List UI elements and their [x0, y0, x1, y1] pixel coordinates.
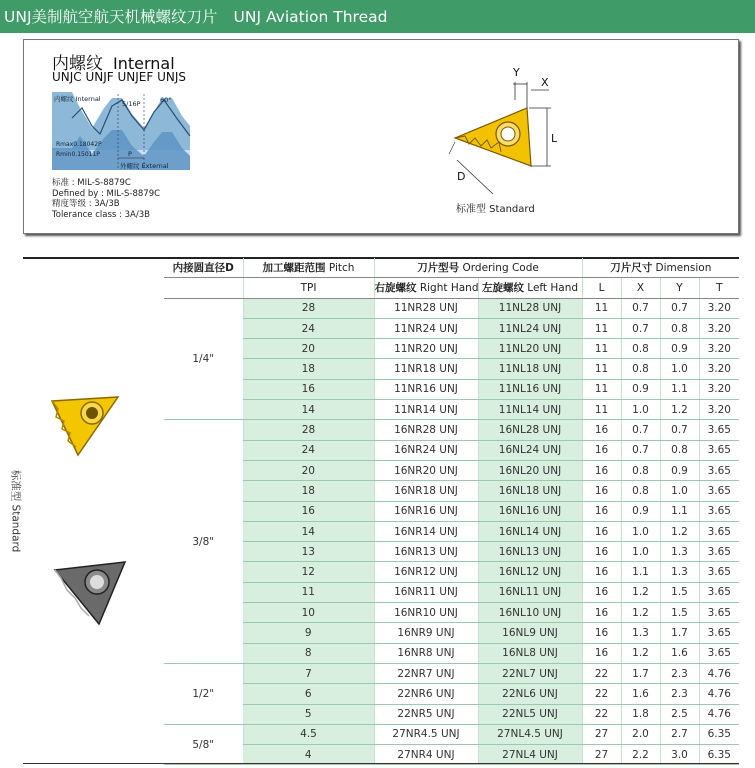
- tpi-cell: 12: [243, 562, 374, 582]
- insert-label-y: Y: [513, 66, 520, 79]
- header-ordering-code: 刀片型号 Ordering Code: [374, 258, 582, 278]
- x-cell: 0.9: [621, 379, 660, 399]
- note-tolerance-en: Tolerance class : 3A/3B: [52, 209, 150, 220]
- y-cell: 1.3: [660, 562, 699, 582]
- right-cell: 16NR18 UNJ: [374, 481, 478, 501]
- t-cell: 3.20: [699, 359, 739, 379]
- header-blank: [164, 278, 243, 298]
- right-cell: 22NR7 UNJ: [374, 663, 478, 683]
- x-cell: 0.7: [621, 318, 660, 338]
- thread-profile-diagram: [52, 90, 192, 174]
- insert-dimension-diagram: [429, 64, 569, 204]
- left-cell: 16NL10 UNJ: [478, 603, 582, 623]
- tpi-cell: 13: [243, 542, 374, 562]
- header-l: L: [582, 278, 621, 298]
- tpi-cell: 5: [243, 704, 374, 724]
- table-row: [164, 440, 739, 460]
- left-cell: 11NL28 UNJ: [478, 298, 582, 318]
- t-cell: 4.76: [699, 663, 739, 683]
- header-diameter: 内接圆直径D: [164, 258, 243, 278]
- y-cell: 2.5: [660, 704, 699, 724]
- table-row: [164, 582, 739, 602]
- tpi-cell: 14: [243, 400, 374, 420]
- l-cell: 11: [582, 400, 621, 420]
- right-cell: 16NR10 UNJ: [374, 603, 478, 623]
- t-cell: 3.20: [699, 298, 739, 318]
- y-cell: 1.1: [660, 379, 699, 399]
- l-cell: 16: [582, 460, 621, 480]
- note-standard-cn: 标准 : MIL-S-8879C: [52, 178, 131, 188]
- y-cell: 3.0: [660, 745, 699, 765]
- left-cell: 11NL24 UNJ: [478, 318, 582, 338]
- y-cell: 2.3: [660, 663, 699, 683]
- left-cell: 16NL13 UNJ: [478, 542, 582, 562]
- y-cell: 0.7: [660, 420, 699, 440]
- t-cell: 6.35: [699, 745, 739, 765]
- thread-types: UNJC UNJF UNJEF UNJS: [52, 70, 187, 84]
- tpi-cell: 9: [243, 623, 374, 643]
- t-cell: 3.65: [699, 603, 739, 623]
- table-row: [164, 745, 739, 765]
- table-bottom-rule: [23, 763, 739, 764]
- note-tolerance-cn: 精度等级 : 3A/3B: [52, 199, 120, 209]
- y-cell: 0.8: [660, 440, 699, 460]
- table-row: [164, 623, 739, 643]
- x-cell: 1.2: [621, 582, 660, 602]
- tpi-cell: 28: [243, 298, 374, 318]
- table-row: [164, 420, 739, 440]
- y-cell: 1.6: [660, 643, 699, 663]
- tpi-cell: 4: [243, 745, 374, 765]
- l-cell: 16: [582, 582, 621, 602]
- left-cell: 16NL12 UNJ: [478, 562, 582, 582]
- table-row: [164, 318, 739, 338]
- l-cell: 22: [582, 684, 621, 704]
- left-cell: 16NL16 UNJ: [478, 501, 582, 521]
- diameter-cell: 5/8": [164, 724, 243, 765]
- l-cell: 27: [582, 724, 621, 744]
- insert-label-x: X: [541, 76, 549, 89]
- right-cell: 11NR14 UNJ: [374, 400, 478, 420]
- table-row: [164, 663, 739, 683]
- x-cell: 0.7: [621, 298, 660, 318]
- table-row: [164, 684, 739, 704]
- standard-caption: 标准型 Standard: [456, 204, 535, 215]
- heading-cn: 内螺纹: [52, 54, 103, 74]
- table-row: [164, 542, 739, 562]
- diameter-cell: 1/4": [164, 298, 243, 420]
- table-row: [164, 400, 739, 420]
- left-cell: 16NL18 UNJ: [478, 481, 582, 501]
- t-cell: 3.65: [699, 440, 739, 460]
- table-row: [164, 481, 739, 501]
- t-cell: 3.65: [699, 501, 739, 521]
- x-cell: 0.7: [621, 420, 660, 440]
- t-cell: 3.65: [699, 481, 739, 501]
- right-cell: 27NR4 UNJ: [374, 745, 478, 765]
- left-cell: 11NL18 UNJ: [478, 359, 582, 379]
- right-cell: 11NR16 UNJ: [374, 379, 478, 399]
- x-cell: 0.9: [621, 501, 660, 521]
- tpi-cell: 20: [243, 339, 374, 359]
- note-standard-en: Defined by : MIL-S-8879C: [52, 188, 161, 199]
- x-cell: 0.8: [621, 481, 660, 501]
- diagram-pitch-fraction: 5/16P: [122, 100, 141, 108]
- ordering-table: [164, 258, 739, 765]
- x-cell: 0.7: [621, 440, 660, 460]
- right-cell: 16NR12 UNJ: [374, 562, 478, 582]
- tpi-cell: 24: [243, 318, 374, 338]
- gold-insert-image: [48, 395, 124, 459]
- right-cell: 16NR28 UNJ: [374, 420, 478, 440]
- left-cell: 11NL16 UNJ: [478, 379, 582, 399]
- l-cell: 11: [582, 298, 621, 318]
- table-row: [164, 359, 739, 379]
- table-row: [164, 643, 739, 663]
- title-bar: [0, 0, 755, 33]
- left-cell: 11NL20 UNJ: [478, 339, 582, 359]
- table-row: [164, 521, 739, 541]
- table-row: [164, 298, 739, 318]
- header-y: Y: [660, 278, 699, 298]
- l-cell: 16: [582, 481, 621, 501]
- left-cell: 22NL5 UNJ: [478, 704, 582, 724]
- y-cell: 1.2: [660, 400, 699, 420]
- l-cell: 11: [582, 379, 621, 399]
- l-cell: 16: [582, 643, 621, 663]
- l-cell: 16: [582, 501, 621, 521]
- diameter-cell: 1/2": [164, 663, 243, 724]
- right-cell: 16NR13 UNJ: [374, 542, 478, 562]
- diagram-internal-label: 内螺纹 Internal: [54, 95, 101, 103]
- t-cell: 3.65: [699, 460, 739, 480]
- l-cell: 16: [582, 420, 621, 440]
- t-cell: 6.35: [699, 724, 739, 744]
- t-cell: 3.65: [699, 623, 739, 643]
- right-cell: 11NR24 UNJ: [374, 318, 478, 338]
- diagram-external-label: 外螺纹 External: [120, 162, 169, 170]
- l-cell: 22: [582, 663, 621, 683]
- t-cell: 3.65: [699, 643, 739, 663]
- t-cell: 3.65: [699, 582, 739, 602]
- heading-en: Internal: [113, 54, 175, 73]
- right-cell: 11NR20 UNJ: [374, 339, 478, 359]
- diagram-rmax: Rmax0.18042P: [56, 141, 102, 148]
- side-label: [5, 258, 27, 764]
- left-cell: 11NL14 UNJ: [478, 400, 582, 420]
- l-cell: 16: [582, 562, 621, 582]
- right-cell: 11NR18 UNJ: [374, 359, 478, 379]
- tpi-cell: 18: [243, 481, 374, 501]
- l-cell: 27: [582, 745, 621, 765]
- left-cell: 22NL6 UNJ: [478, 684, 582, 704]
- header-t: T: [699, 278, 739, 298]
- x-cell: 1.6: [621, 684, 660, 704]
- x-cell: 1.2: [621, 643, 660, 663]
- left-cell: 16NL11 UNJ: [478, 582, 582, 602]
- x-cell: 1.8: [621, 704, 660, 724]
- left-cell: 16NL28 UNJ: [478, 420, 582, 440]
- x-cell: 1.0: [621, 542, 660, 562]
- t-cell: 3.20: [699, 318, 739, 338]
- tpi-cell: 24: [243, 440, 374, 460]
- right-cell: 16NR14 UNJ: [374, 521, 478, 541]
- l-cell: 16: [582, 603, 621, 623]
- left-cell: 16NL14 UNJ: [478, 521, 582, 541]
- y-cell: 0.9: [660, 460, 699, 480]
- y-cell: 1.5: [660, 603, 699, 623]
- table-row: [164, 562, 739, 582]
- y-cell: 1.0: [660, 359, 699, 379]
- image-column: [23, 258, 164, 764]
- right-cell: 16NR11 UNJ: [374, 582, 478, 602]
- right-cell: 11NR28 UNJ: [374, 298, 478, 318]
- diameter-cell: 3/8": [164, 420, 243, 664]
- t-cell: 4.76: [699, 704, 739, 724]
- t-cell: 3.20: [699, 339, 739, 359]
- side-label-text: 标准型 Standard: [9, 469, 22, 553]
- header-left-hand: 左旋螺纹 Left Hand: [478, 278, 582, 298]
- t-cell: 3.65: [699, 542, 739, 562]
- insert-label-d: D: [457, 170, 466, 183]
- x-cell: 2.2: [621, 745, 660, 765]
- spec-notes: [52, 178, 160, 220]
- tpi-cell: 10: [243, 603, 374, 623]
- left-cell: 22NL7 UNJ: [478, 663, 582, 683]
- x-cell: 0.8: [621, 460, 660, 480]
- l-cell: 11: [582, 318, 621, 338]
- t-cell: 3.65: [699, 562, 739, 582]
- table-row: [164, 339, 739, 359]
- y-cell: 2.7: [660, 724, 699, 744]
- tpi-cell: 18: [243, 359, 374, 379]
- x-cell: 1.3: [621, 623, 660, 643]
- left-cell: 16NL24 UNJ: [478, 440, 582, 460]
- y-cell: 1.7: [660, 623, 699, 643]
- y-cell: 0.8: [660, 318, 699, 338]
- table-row: [164, 379, 739, 399]
- tpi-cell: 14: [243, 521, 374, 541]
- y-cell: 2.3: [660, 684, 699, 704]
- insert-label-l: L: [551, 132, 558, 145]
- tpi-cell: 16: [243, 379, 374, 399]
- tpi-cell: 11: [243, 582, 374, 602]
- right-cell: 27NR4.5 UNJ: [374, 724, 478, 744]
- tpi-cell: 28: [243, 420, 374, 440]
- l-cell: 16: [582, 521, 621, 541]
- header-right-hand: 右旋螺纹 Right Hand: [374, 278, 478, 298]
- diagram-rmin: Rmin0.15011P: [56, 151, 100, 158]
- y-cell: 0.9: [660, 339, 699, 359]
- header-dimension: 刀片尺寸 Dimension: [582, 258, 739, 278]
- x-cell: 1.7: [621, 663, 660, 683]
- table-row: [164, 704, 739, 724]
- left-cell: 27NL4 UNJ: [478, 745, 582, 765]
- l-cell: 16: [582, 440, 621, 460]
- header-x: X: [621, 278, 660, 298]
- l-cell: 22: [582, 704, 621, 724]
- gray-insert-image: [53, 560, 129, 628]
- left-cell: 16NL9 UNJ: [478, 623, 582, 643]
- l-cell: 16: [582, 623, 621, 643]
- right-cell: 22NR6 UNJ: [374, 684, 478, 704]
- x-cell: 0.8: [621, 359, 660, 379]
- tpi-cell: 6: [243, 684, 374, 704]
- left-cell: 16NL20 UNJ: [478, 460, 582, 480]
- y-cell: 1.5: [660, 582, 699, 602]
- t-cell: 3.20: [699, 379, 739, 399]
- spec-panel: [23, 39, 739, 234]
- right-cell: 22NR5 UNJ: [374, 704, 478, 724]
- x-cell: 1.0: [621, 521, 660, 541]
- header-tpi: TPI: [243, 278, 374, 298]
- x-cell: 1.2: [621, 603, 660, 623]
- left-cell: 27NL4.5 UNJ: [478, 724, 582, 744]
- y-cell: 0.7: [660, 298, 699, 318]
- page-title: [4, 5, 387, 27]
- left-cell: 16NL8 UNJ: [478, 643, 582, 663]
- right-cell: 16NR20 UNJ: [374, 460, 478, 480]
- y-cell: 1.3: [660, 542, 699, 562]
- tpi-cell: 16: [243, 501, 374, 521]
- l-cell: 11: [582, 339, 621, 359]
- t-cell: 3.65: [699, 521, 739, 541]
- t-cell: 3.20: [699, 400, 739, 420]
- table-row: [164, 501, 739, 521]
- x-cell: 1.0: [621, 400, 660, 420]
- table-row: [164, 724, 739, 744]
- l-cell: 11: [582, 359, 621, 379]
- tpi-cell: 7: [243, 663, 374, 683]
- l-cell: 16: [582, 542, 621, 562]
- t-cell: 4.76: [699, 684, 739, 704]
- title-cn: UNJ美制航空航天机械螺纹刀片: [4, 8, 218, 26]
- table-row: [164, 460, 739, 480]
- tpi-cell: 8: [243, 643, 374, 663]
- x-cell: 2.0: [621, 724, 660, 744]
- y-cell: 1.2: [660, 521, 699, 541]
- x-cell: 0.8: [621, 339, 660, 359]
- tpi-cell: 20: [243, 460, 374, 480]
- right-cell: 16NR9 UNJ: [374, 623, 478, 643]
- diagram-p: P: [128, 150, 132, 158]
- title-en: UNJ Aviation Thread: [233, 8, 388, 26]
- right-cell: 16NR16 UNJ: [374, 501, 478, 521]
- y-cell: 1.0: [660, 481, 699, 501]
- diagram-angle: 60°: [160, 96, 172, 104]
- y-cell: 1.1: [660, 501, 699, 521]
- right-cell: 16NR24 UNJ: [374, 440, 478, 460]
- header-pitch: 加工螺距范围 Pitch: [243, 258, 374, 278]
- table-row: [164, 603, 739, 623]
- right-cell: 16NR8 UNJ: [374, 643, 478, 663]
- tpi-cell: 4.5: [243, 724, 374, 744]
- table-body: [164, 298, 739, 765]
- t-cell: 3.65: [699, 420, 739, 440]
- x-cell: 1.1: [621, 562, 660, 582]
